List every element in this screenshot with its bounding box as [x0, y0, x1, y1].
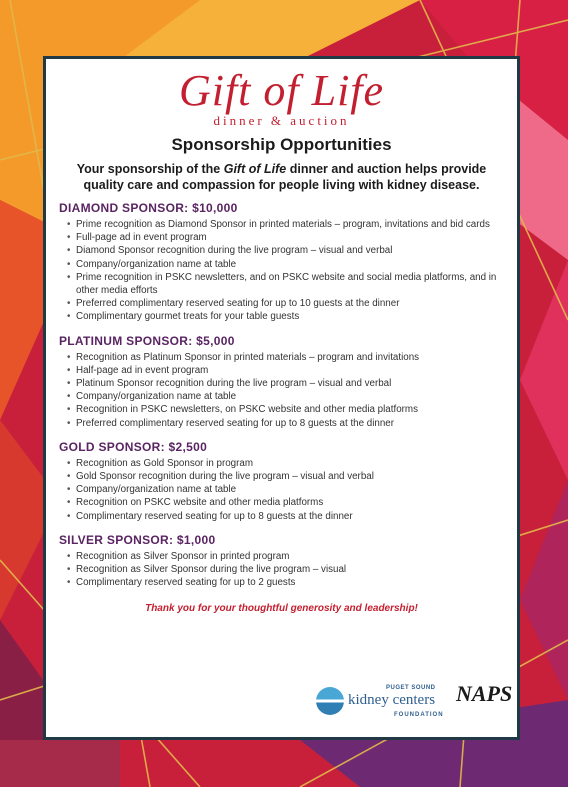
list-item: • Recognition as Platinum Sponsor in printed materials – program and invitations: [67, 351, 517, 364]
section-title-diamond: DIAMOND SPONSOR: $10,000: [59, 201, 238, 215]
list-item: • Recognition as Gold Sponsor in program: [67, 457, 517, 470]
list-item: • Recognition as Silver Sponsor during the live program – visual: [67, 563, 517, 576]
section-title-gold: GOLD SPONSOR: $2,500: [59, 439, 208, 454]
list-item: • Company/organization name at table: [67, 483, 517, 496]
gift-of-life-logo: [46, 66, 517, 129]
list-item: • Company/organization name at table: [67, 258, 517, 271]
list-item: • Preferred complimentary reserved seating for up to 10 guests at the dinner: [67, 297, 517, 310]
list-item: • Diamond Sponsor recognition during the live program – visual and verbal: [67, 244, 517, 257]
list-item: • Prime recognition in PSKC newsletters, and on PSKC website and social media platforms, and in other media efforts: [67, 271, 517, 297]
kidney-centers-logo: [316, 685, 466, 723]
benefit-list-silver: [59, 550, 517, 590]
benefit-list-platinum: [59, 351, 517, 430]
benefit-list-gold: [59, 457, 517, 523]
page-title: Sponsorship Opportunities: [171, 135, 392, 154]
intro-after: dinner and auction helps provide quality care and compassion for people living with kidney disease.: [83, 162, 487, 192]
logo-title: Gift of Life: [178, 66, 385, 115]
sponsorship-flyer: [43, 56, 520, 740]
list-item: • Recognition as Silver Sponsor in printed program: [67, 550, 517, 563]
list-item: • Recognition in PSKC newsletters, on PSKC website and other media platforms: [67, 403, 517, 416]
list-item: • Recognition on PSKC website and other media platforms: [67, 496, 517, 509]
list-item: • Complimentary gourmet treats for your table guests: [67, 310, 517, 323]
sponsor-sections: [59, 201, 517, 589]
kc-name: kidney centers: [348, 692, 436, 708]
intro-italic: Gift of Life: [223, 162, 287, 176]
list-item: • Complimentary reserved seating for up to 8 guests at the dinner: [67, 510, 517, 523]
list-item: • Company/organization name at table: [67, 390, 517, 403]
kc-region: PUGET SOUND: [386, 685, 436, 691]
list-item: • Prime recognition as Diamond Sponsor in printed materials – program, invitations and bid cards: [67, 218, 517, 231]
list-item: • Gold Sponsor recognition during the live program – visual and verbal: [67, 470, 517, 483]
benefit-list-diamond: [59, 218, 517, 324]
intro-before: Your sponsorship of the: [76, 162, 224, 176]
naps-logo: NAPS: [456, 681, 513, 706]
list-item: • Platinum Sponsor recognition during the live program – visual and verbal: [67, 377, 517, 390]
intro-text: [56, 161, 507, 193]
section-title-silver: SILVER SPONSOR: $1,000: [59, 532, 216, 547]
kc-foundation: FOUNDATION: [394, 712, 444, 718]
section-title-platinum: PLATINUM SPONSOR: $5,000: [59, 333, 235, 348]
list-item: • Preferred complimentary reserved seating for up to 8 guests at the dinner: [67, 417, 517, 430]
list-item: • Full-page ad in event program: [67, 231, 517, 244]
list-item: • Half-page ad in event program: [67, 364, 517, 377]
thank-you-note: Thank you for your thoughtful generosity and leadership!: [145, 603, 418, 615]
footer-logos: [46, 677, 517, 725]
list-item: • Complimentary reserved seating for up to 2 guests: [67, 576, 517, 589]
wave-icon: [316, 687, 344, 715]
logo-subtitle: dinner & auction: [213, 113, 350, 128]
